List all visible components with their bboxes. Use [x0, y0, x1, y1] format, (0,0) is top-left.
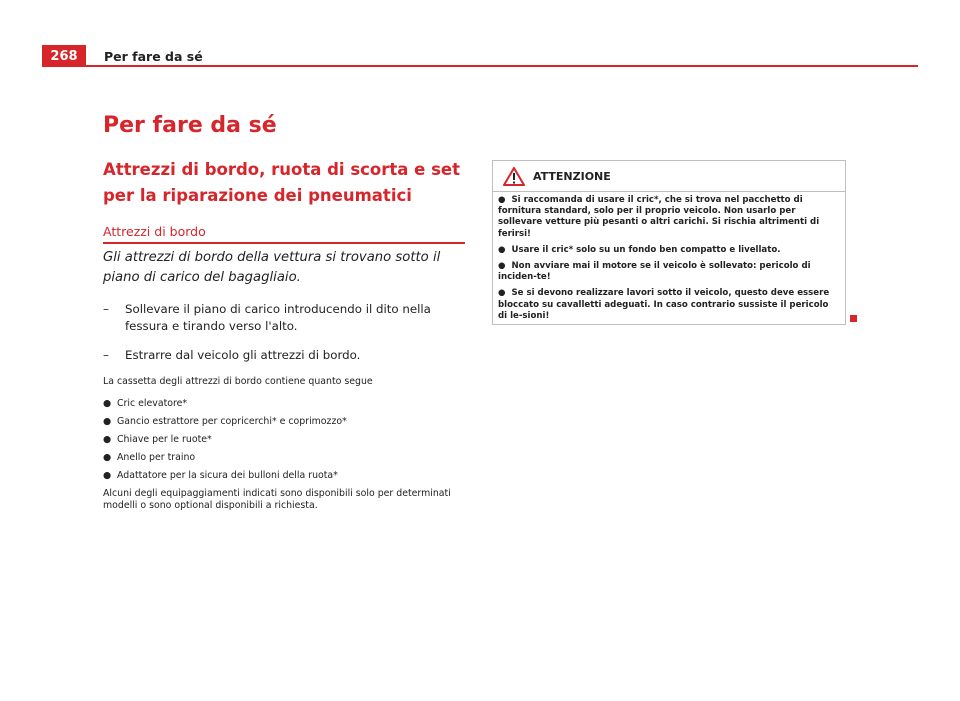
running-title: Per fare da sé — [104, 49, 203, 64]
intro-text: Gli attrezzi di bordo della vettura si trovano sotto il piano di carico del bagagliaio. — [103, 250, 441, 285]
list-item-text: Anello per traino — [117, 452, 196, 463]
bullet-icon: ● — [103, 416, 112, 427]
bullet-icon: ● — [103, 452, 112, 463]
bullet-icon: ● — [498, 261, 506, 272]
availability-note: Alcuni degli equipaggiamenti indicati sono disponibili solo per determinati modelli o sono optional disponibili a richiesta. — [103, 488, 451, 511]
step-marker: – — [103, 348, 109, 362]
list-item — [103, 416, 465, 428]
warning-item-text: Si raccomanda di usare il cric*, che si trova nel pacchetto di fornitura standard, solo per il proprio veicolo. Non usarlo per sollevare vetture più pesanti o altri carichi. Si rischia altrimenti di ferirsi! — [498, 195, 820, 239]
warning-box — [492, 160, 846, 325]
warning-item — [498, 261, 840, 283]
step-item — [103, 347, 465, 364]
warning-item — [498, 245, 840, 256]
steps-list — [103, 301, 465, 364]
header-rule — [86, 65, 918, 67]
bullet-icon: ● — [103, 398, 112, 409]
warning-triangle-icon — [503, 167, 525, 186]
warning-item — [498, 195, 840, 240]
warning-item-text: Usare il cric* solo su un fondo ben compatto e livellato. — [511, 244, 781, 255]
warning-title: ATTENZIONE — [533, 169, 611, 183]
chapter-title: Per fare da sé — [103, 113, 277, 138]
bullet-icon: ● — [498, 195, 506, 205]
list-item-text: Adattatore per la sicura dei bulloni della ruota* — [117, 470, 338, 481]
section-end-marker — [850, 315, 857, 322]
list-item — [103, 434, 465, 446]
left-column — [103, 248, 465, 512]
step-marker: – — [103, 302, 109, 316]
page-number: 268 — [42, 45, 86, 67]
bullet-icon: ● — [103, 470, 112, 481]
list-item-text: Gancio estrattore per copricerchi* e coprimozzo* — [117, 416, 347, 427]
list-item-text: Cric elevatore* — [117, 398, 188, 409]
step-item — [103, 301, 465, 335]
warning-item — [498, 288, 840, 322]
step-text: Sollevare il piano di carico introducendo il dito nella fessura e tirando verso l'alto. — [125, 302, 431, 333]
list-item — [103, 470, 465, 482]
warning-body — [493, 192, 845, 322]
list-item — [103, 452, 465, 464]
bullet-icon: ● — [103, 434, 112, 445]
warning-item-text: Non avviare mai il motore se il veicolo è sollevato: pericolo di inciden-te! — [498, 261, 811, 283]
list-item-text: Chiave per le ruote* — [117, 434, 212, 445]
warning-header — [493, 161, 845, 192]
step-text: Estrarre dal veicolo gli attrezzi di bordo. — [125, 348, 361, 362]
toolkit-list — [103, 398, 465, 482]
toolkit-intro: La cassetta degli attrezzi di bordo contiene quanto segue — [103, 376, 373, 387]
subsection-rule — [103, 242, 465, 244]
list-item — [103, 398, 465, 410]
section-title: Attrezzi di bordo, ruota di scorta e set per la riparazione dei pneumatici — [103, 160, 461, 205]
subsection-title: Attrezzi di bordo — [103, 224, 206, 239]
bullet-icon: ● — [498, 244, 506, 255]
bullet-icon: ● — [498, 288, 506, 299]
warning-item-text: Se si devono realizzare lavori sotto il veicolo, questo deve essere bloccato su cavalletti adeguati. In caso contrario sussiste il pericolo di le-sioni! — [498, 288, 830, 321]
